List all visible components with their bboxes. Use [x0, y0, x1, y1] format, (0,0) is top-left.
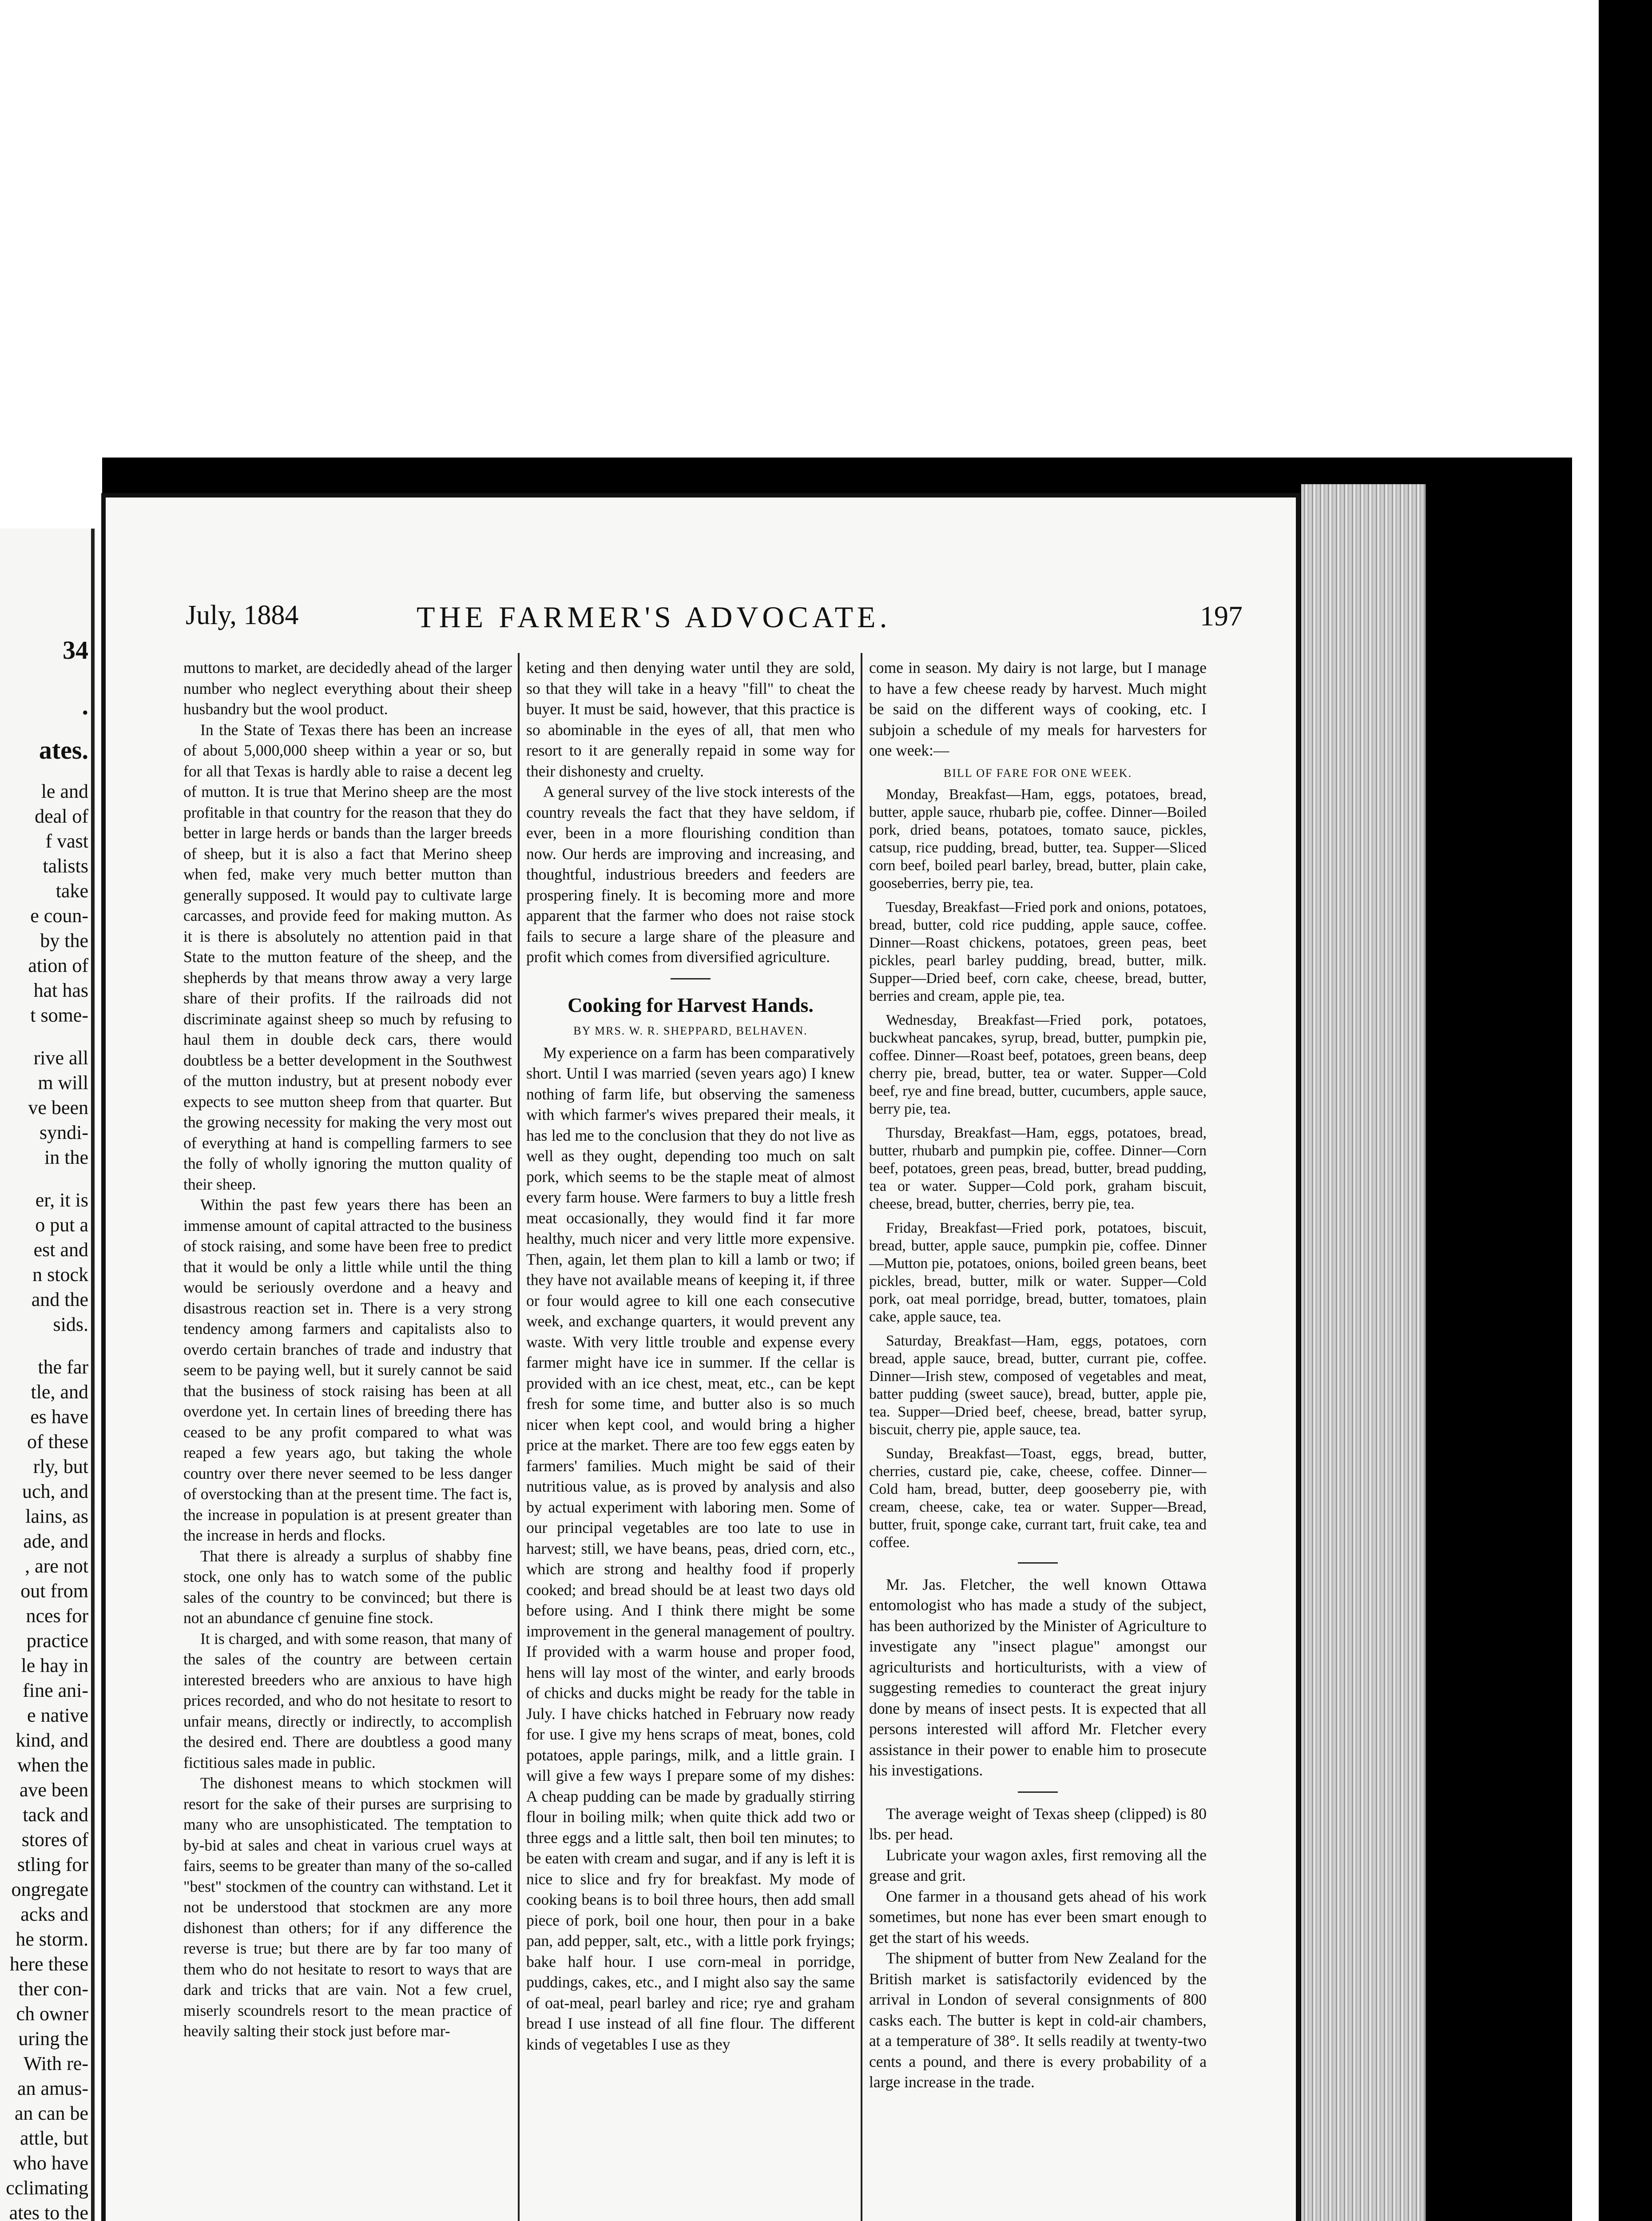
left-page-text-fragment: e native: [27, 1704, 88, 1726]
left-page-text-fragment: le and: [41, 780, 88, 802]
article-paragraph: My experience on a farm has been comparatively short. Until I was married (seven years ago) I knew nothing of farm life, but observing the sameness with which farmer's wives prepared their meals, it has led me to the conclusion that they do not live as well as they ought, depending too much on salt pork, which seems to be the staple meat of almost every farm house. Were farmers to buy a little fresh meat occasionally, they would find it far more healthy, much nicer and very little more expensive. Then, again, let them plan to kill a lamb or two; if they have not available means of keeping it, if three or four would agree to kill one each consecutive week, and exchange quarters, it would prevent any waste. With very little trouble and expense every farmer might have ice in summer. If the cellar is provided with an ice chest, meat, etc., can be kept fresh for some time, and butter also is so much nicer when kept cool, and would bring a higher price at the market. There are too few eggs eaten by farmers' families. Much might be said of their nutritious value, as is proved by analysis and also by actual experiment with laboring men. Some of our principal vegetables are too late to use in harvest; still, we have beans, peas, dried corn, etc., which are strong and healthy food if properly cooked; and bread should be at least two days old before using. And I think there might be some improvement in the general management of poultry. If provided with a warm house and proper food, hens will lay most of the winter, and early broods of chicks and ducks might be ready for the table in July. I have chicks hatched in February now ready for use. I give my hens scraps of meat, bones, cold potatoes, apple parings, milk, and a little grain. I will give a few ways I prepare some of my dishes: A cheap pudding can be made by gradually stirring flour in boiling milk; when quite thick add two or three eggs and a little salt, then boil ten minutes; to be eaten with cream and sugar, and if any is left it is nice to slice and fry for breakfast. My mode of cooking beans is to boil three hours, then add small piece of pork, boil one hour, then pour in a bake pan, add pepper, salt, etc., with a little pork fryings; bake half hour. I use corn-meal in porridge, puddings, cakes, etc., and I might also say the same of oat-meal, pearl barley and rice; rye and graham bread I use instead of all fine flour. The different kinds of vegetables I use as they: [526, 1043, 855, 2053]
left-page-text-fragment: ther con-: [18, 1978, 88, 2000]
issue-date: July, 1884: [186, 600, 299, 630]
previous-page-edge: [0, 529, 91, 2221]
left-page-text-fragment: f vast: [45, 830, 88, 852]
article-paragraph: That there is already a surplus of shabby fine stock, one only has to watch some of the public sales of the country to be convinced; but there is not an abundance cf genuine fine stock.: [183, 1547, 512, 1627]
scan-background-top: [0, 0, 1599, 458]
left-page-text-fragment: practice: [26, 1630, 88, 1652]
left-page-text-fragment: lains, as: [25, 1505, 88, 1527]
short-note: The shipment of butter from New Zealand for the British market is satisfactorily evidenced by the arrival in London of several consignments of 800 casks each. The butter is kept in cold-air chambers, at a temperature of 38°. It sells readily at twenty-two cents a pound, and there is every probability of a large increase in the trade.: [869, 1949, 1207, 2091]
left-page-text-fragment: kind, and: [16, 1729, 88, 1751]
scan-background-right: [1572, 111, 1599, 2221]
left-page-text-fragment: by the: [40, 930, 88, 951]
left-page-text-fragment: stling for: [17, 1854, 88, 1875]
short-note: Lubricate your wagon axles, first removing all the grease and grit.: [869, 1846, 1207, 1884]
column-1: [183, 657, 512, 2221]
masthead-title: THE FARMER'S ADVOCATE.: [417, 600, 891, 634]
left-page-text-fragment: n stock: [32, 1264, 88, 1286]
left-page-text-fragment: t some-: [30, 1004, 88, 1026]
left-page-text-fragment: here these: [9, 1953, 88, 1975]
column-rule: [861, 653, 862, 2221]
left-page-text-fragment: when the: [17, 1754, 88, 1776]
left-page-text-fragment: acks and: [20, 1903, 88, 1925]
left-page-text-fragment: le hay in: [21, 1655, 88, 1676]
left-page-text-fragment: fine ani-: [23, 1680, 88, 1701]
left-page-text-fragment: tack and: [23, 1804, 88, 1826]
section-divider: [671, 978, 711, 979]
short-notes: [869, 1574, 1207, 2093]
article-paragraph: It is charged, and with some reason, that many of the sales of the country are between certain interested breeders who are anxious to have high prices recorded, and who do not hesitate to resort to unfair means, directly or indirectly, to accomplish the desired end. There are doubtless a good many fictitious sales made in public.: [183, 1629, 512, 1771]
left-page-text-fragment: ongregate: [11, 1879, 88, 1900]
left-page-text-fragment: nces for: [26, 1605, 88, 1627]
article-paragraph: keting and then denying water until they are sold, so that they will take in a heavy "fill" to cheat the buyer. It must be said, however, that this practice is so abominable in the eyes of all, that men who resort to it are generally repaid in some way for their dishonesty and cruelty.: [526, 659, 855, 780]
left-page-text-fragment: the far: [38, 1356, 88, 1378]
left-page-text-fragment: take: [56, 880, 88, 902]
left-page-text-fragment: in the: [44, 1146, 88, 1168]
left-page-text-fragment: sids.: [53, 1313, 88, 1335]
left-page-text-fragment: he storm.: [16, 1928, 88, 1950]
left-page-text-fragment: ates to the: [9, 2202, 88, 2221]
newspaper-page: [101, 493, 1300, 2221]
column-3: [869, 657, 1207, 2221]
left-page-text-fragment: an amus-: [17, 2078, 88, 2099]
menu-day: Saturday, Breakfast—Ham, eggs, potatoes, corn bread, apple sauce, bread, butter, currant pie, coffee. Dinner—Irish stew, composed of vegetables and meat, batter pudding (sweet sauce), bread, butter, apple pie, tea. Supper—Dried beef, cheese, bread, batter syrup, biscuit, cherry pie, apple sauce, tea.: [869, 1332, 1207, 1438]
left-page-text-fragment: tle, and: [31, 1381, 88, 1403]
menu-day: Sunday, Breakfast—Toast, eggs, bread, butter, cherries, custard pie, cake, cheese, coffee. Dinner—Cold ham, bread, butter, deep gooseberry pie, with cream, cheese, cake, tea or water. Supper—Bread, butter, fruit, sponge cake, currant tart, fruit cake, tea and coffee.: [869, 1445, 1207, 1551]
menu-day: Wednesday, Breakfast—Fried pork, potatoes, buckwheat pancakes, syrup, bread, butter, pumpkin pie, coffee. Dinner—Roast beef, potatoes, green beans, deep cherry pie, bread, butter, tea or water. Supper—Cold beef, rye and fine bread, butter, cucumbers, apple sauce, berry pie, tea.: [869, 1011, 1207, 1117]
left-page-text-fragment: o put a: [35, 1214, 88, 1236]
page-header: [186, 600, 1243, 649]
left-page-text-fragment: of these: [27, 1431, 88, 1453]
left-page-text-fragment: m will: [38, 1072, 88, 1094]
left-page-text-fragment: uch, and: [22, 1481, 88, 1502]
bill-of-fare: [869, 786, 1207, 1552]
short-note: One farmer in a thousand gets ahead of his work sometimes, but none has ever been smart enough to get the start of his weeds.: [869, 1887, 1207, 1946]
left-page-text-fragment: out from: [20, 1580, 88, 1602]
left-page-text-fragment: hat has: [33, 979, 88, 1001]
menu-day: Tuesday, Breakfast—Fried pork and onions, potatoes, bread, butter, cold rice pudding, apple sauce, coffee. Dinner—Roast chickens, potatoes, green peas, beet pickles, pearl barley pudding, bread, butter, milk. Supper—Dried beef, corn cake, cheese, bread, butter, berries and cream, apple pie, tea.: [869, 899, 1207, 1004]
left-page-text-fragment: uring the: [18, 2028, 88, 2050]
article-paragraph: come in season. My dairy is not large, but I manage to have a few cheese ready by harvest. Much might be said on the different ways of cooking, etc. I subjoin a schedule of my meals for harvesters for one week:—: [869, 659, 1207, 759]
left-page-text-fragment: stores of: [21, 1829, 88, 1851]
left-page-text-fragment: and the: [31, 1289, 88, 1310]
left-page-text-fragment: who have: [13, 2152, 88, 2174]
left-page-text-fragment: ve been: [28, 1097, 88, 1118]
short-note: The average weight of Texas sheep (clipped) is 80 lbs. per head.: [869, 1804, 1207, 1843]
left-page-text-fragment: ch owner: [16, 2003, 88, 2025]
left-page-text-fragment: an can be: [14, 2102, 88, 2124]
left-page-text-fragment: 34: [63, 636, 88, 665]
column-2: [526, 657, 855, 2221]
menu-heading: BILL OF FARE FOR ONE WEEK.: [943, 766, 1132, 780]
menu-day: Friday, Breakfast—Fried pork, potatoes, biscuit, bread, butter, apple sauce, pumpkin pie, coffee. Dinner—Mutton pie, potatoes, onions, boiled green beans, beet pickles, bread, butter, milk or water. Supper—Cold pork, oat meal porridge, bread, butter, tomatoes, plain cake, apple sauce, tea.: [869, 1219, 1207, 1325]
left-page-text-fragment: ates.: [39, 736, 88, 764]
left-page-text-fragment: .: [82, 691, 88, 720]
article-title: Cooking for Harvest Hands.: [568, 993, 814, 1016]
article-paragraph: muttons to market, are decidedly ahead of the larger number who neglect everything about their sheep husbandry but the wool product.: [183, 659, 512, 718]
left-page-text-fragment: ade, and: [23, 1530, 88, 1552]
left-page-text-fragment: es have: [30, 1406, 88, 1428]
short-note: Mr. Jas. Fletcher, the well known Ottawa entomologist who has made a study of the subject, has been authorized by the Minister of Agriculture to investigate any "insect plague" amongst our agriculturists and horticulturists, with a view of suggesting remedies to counteract the great injury done by means of insect pests. It is expected that all persons interested will afford Mr. Fletcher every assistance in their power to enable him to prosecute his investigations.: [869, 1575, 1207, 1779]
article-paragraph: Within the past few years there has been an immense amount of capital attracted to the business of stock raising, and some have been free to predict that it would be only a little while until the thing would be seriously overdone and a heavy and disastrous reaction set in. There is a very strong tendency among farmers and capitalists also to overdo certain branches of trade and industry that seem to be paying well, but it surely cannot be said that the business of stock raising has been at all overdone yet. In certain lines of breeding there has ceased to be any profit compared to what was reaped a few years ago, but taking the whole country over there never seemed to be less danger of overstocking than at the present time. The fact is, the increase in population is at present greater than the increase in herds and flocks.: [183, 1196, 512, 1544]
left-page-text-fragment: ave been: [19, 1779, 88, 1801]
section-divider: [1018, 1562, 1058, 1564]
column-rule: [518, 653, 520, 2221]
left-page-text-fragment: rive all: [33, 1047, 88, 1069]
left-page-text-fragment: er, it is: [35, 1189, 88, 1211]
left-page-text-fragment: With re-: [23, 2053, 88, 2074]
left-page-text-fragment: syndi-: [40, 1122, 88, 1143]
stock-article-continued: [526, 657, 855, 967]
article-byline: BY MRS. W. R. SHEPPARD, BELHAVEN.: [573, 1024, 808, 1037]
left-page-text-fragment: talists: [43, 855, 88, 877]
left-page-text-fragment: e coun-: [30, 905, 88, 927]
article-paragraph: The dishonest means to which stockmen will resort for the sake of their purses are surprising to many who are unsophisticated. The temptation to by-bid at sales and cheat in various cruel ways at fairs, seems to be greater than many of the so-called "best" stockmen of the country can withstand. Let it not be understood that stockmen are any more dishonest than others; for if any difference the reverse is true; but there are by far too many of them who do not hesitate to resort to ways that are dark and tricks that are vain. Not a few cruel, miserly scoundrels resort to the mean practice of heavily salting their stock just before mar-: [183, 1774, 512, 2040]
left-page-text-fragment: rly, but: [33, 1456, 88, 1477]
section-divider: [1018, 1791, 1058, 1793]
menu-day: Monday, Breakfast—Ham, eggs, potatoes, bread, butter, apple sauce, rhubarb pie, coffee. Dinner—Boiled pork, dried beans, potatoes, tomato sauce, pickles, catsup, rice pudding, bread, butter, tea. Supper—Sliced corn beef, boiled pearl barley, bread, butter, plain cake, gooseberries, berry pie, tea.: [869, 786, 1207, 892]
article-paragraph: In the State of Texas there has been an increase of about 5,000,000 sheep within a year or so, but for all that Texas is hardly able to raise a decent leg of mutton. It is true that Merino sheep are the most profitable in that country for the reason that they do better in large herds or bands than the larger breeds of sheep, but it is also a fact that Merino sheep when fed, make very much better mutton than generally supposed. It would pay to cultivate large carcasses, and provide feed for making mutton. As it is there is absolutely no attention paid in that State to the mutton feature of the sheep, and the shepherds by that means throw away a very large share of their profits. If the railroads did not discriminate against sheep so much by refusing to haul them in double deck cars, there would doubtless be a better development in the Southwest of the mutton industry, but at present nobody ever expects to see mutton sheep from that quarter. But the growing necessity for making the very most out of everything at hand is compelling farmers to see the folly of wholly ignoring the mutton quality of their sheep.: [183, 720, 512, 1193]
left-page-text-fragment: cclimating: [6, 2177, 88, 2199]
menu-day: Thursday, Breakfast—Ham, eggs, potatoes, bread, butter, rhubarb and pumpkin pie, coffee. Dinner—Corn beef, potatoes, green peas, bread, butter, bread pudding, tea or water. Supper—Cold pork, graham biscuit, cheese, bread, butter, cherries, berry pie, tea.: [869, 1124, 1207, 1212]
left-page-text-fragment: attle, but: [20, 2127, 88, 2149]
left-page-text-fragment: est and: [33, 1239, 88, 1261]
book-spine: [1301, 484, 1426, 2221]
article-paragraph: A general survey of the live stock interests of the country reveals the fact that they have seldom, if ever, been in a more flourishing condition than now. Our herds are improving and increasing, and thoughtful, industrious breeders and feeders are prospering finely. It is becoming more and more apparent that the farmer who does not raise stock fails to secure a large share of the pleasure and profit which comes from diversified agriculture.: [526, 783, 855, 966]
left-page-text-fragment: deal of: [35, 805, 88, 827]
page-number: 197: [1200, 600, 1243, 632]
left-page-text-fragment: ation of: [28, 955, 88, 976]
left-page-text-fragment: , are not: [25, 1555, 88, 1577]
